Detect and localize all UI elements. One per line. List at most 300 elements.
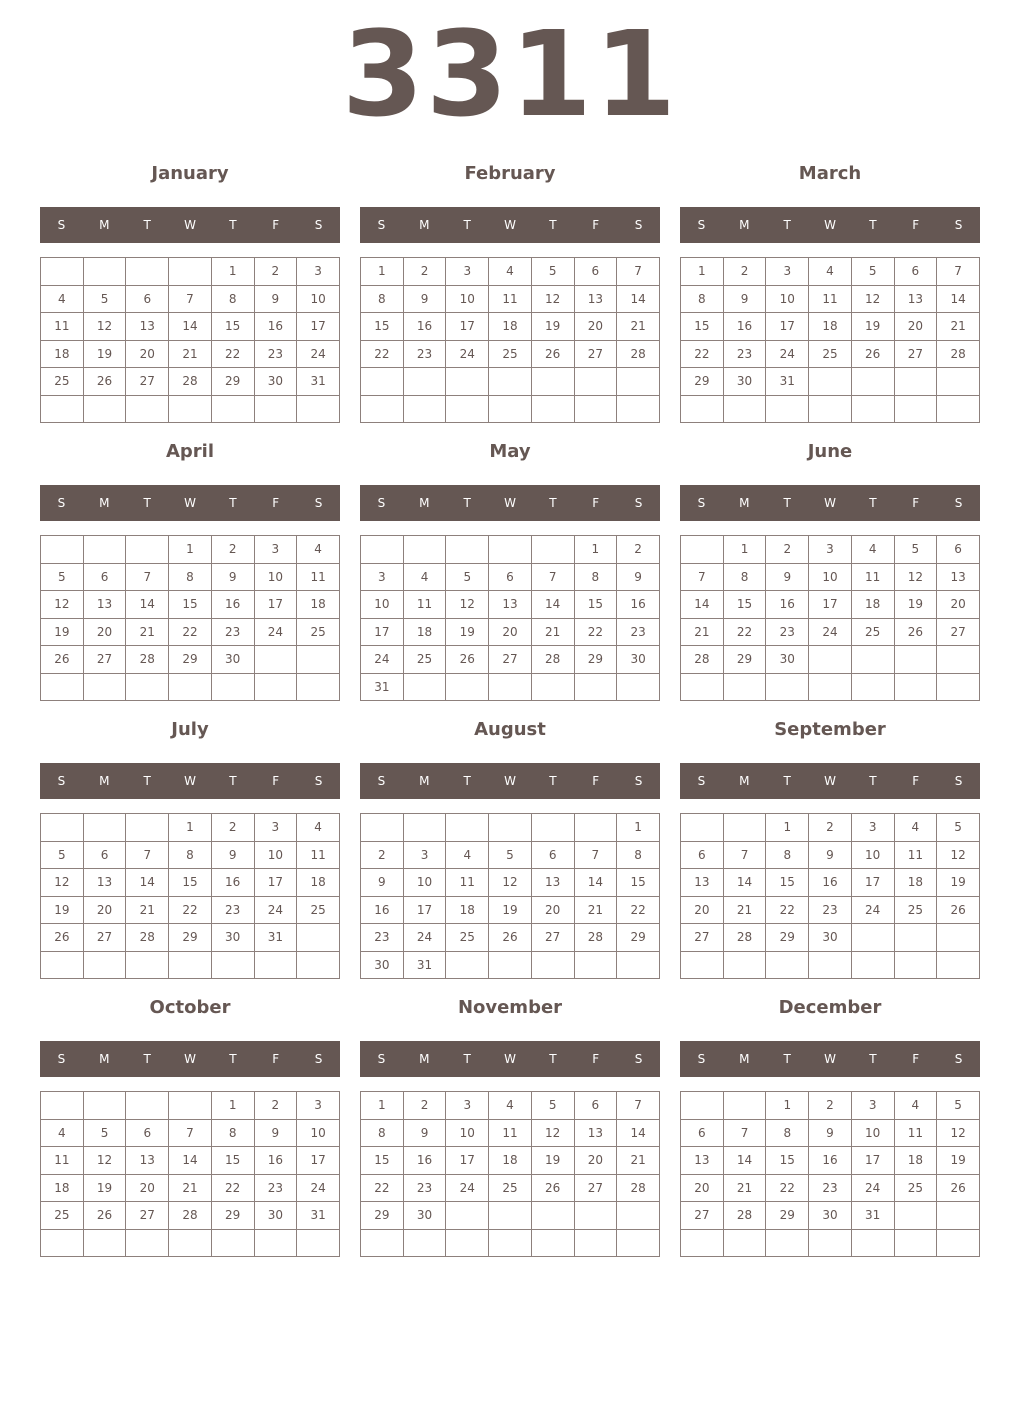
day-cell: 24	[254, 618, 297, 646]
day-cell: 1	[766, 1092, 809, 1120]
day-cell: 14	[574, 869, 617, 897]
weekday-header	[680, 485, 980, 521]
day-cell	[937, 646, 980, 674]
day-cell	[489, 536, 532, 564]
day-cell: 26	[489, 924, 532, 952]
day-cell	[894, 673, 937, 701]
day-cell: 22	[723, 618, 766, 646]
day-cell: 23	[361, 924, 404, 952]
day-cell	[531, 673, 574, 701]
day-cell: 30	[809, 924, 852, 952]
day-cell	[723, 1092, 766, 1120]
day-cell: 12	[41, 591, 84, 619]
weekday-label: M	[419, 218, 430, 232]
day-cell	[254, 951, 297, 979]
day-cell: 15	[169, 869, 212, 897]
day-cell: 10	[297, 1119, 340, 1147]
week-row	[41, 563, 340, 591]
day-cell: 14	[169, 313, 212, 341]
day-cell	[766, 673, 809, 701]
week-row	[41, 841, 340, 869]
day-cell: 19	[531, 1147, 574, 1175]
day-cell: 4	[894, 814, 937, 842]
day-cell: 7	[574, 841, 617, 869]
week-row	[361, 368, 660, 396]
weekday-label: S	[314, 1052, 323, 1066]
day-cell: 9	[809, 841, 852, 869]
weekday-label: S	[697, 1052, 706, 1066]
weekday-label: W	[824, 218, 836, 232]
day-cell: 13	[83, 591, 126, 619]
day-cell	[531, 951, 574, 979]
weekday-label: S	[634, 774, 643, 788]
day-cell	[574, 368, 617, 396]
day-cell: 6	[83, 841, 126, 869]
day-cell: 4	[809, 258, 852, 286]
day-cell: 27	[83, 924, 126, 952]
day-cell	[809, 951, 852, 979]
day-cell: 16	[809, 869, 852, 897]
week-row	[41, 340, 340, 368]
day-cell: 13	[574, 285, 617, 313]
day-cell	[211, 951, 254, 979]
day-cell: 5	[83, 1119, 126, 1147]
day-cell	[531, 814, 574, 842]
day-cell: 15	[574, 591, 617, 619]
day-cell: 28	[169, 368, 212, 396]
day-cell: 26	[531, 340, 574, 368]
day-cell	[361, 395, 404, 423]
day-cell: 15	[361, 1147, 404, 1175]
day-cell: 1	[169, 536, 212, 564]
day-cell: 16	[403, 313, 446, 341]
day-cell	[766, 951, 809, 979]
weekday-header	[680, 763, 980, 799]
day-cell: 22	[211, 340, 254, 368]
day-cell: 7	[617, 258, 660, 286]
day-cell	[723, 814, 766, 842]
week-row	[41, 618, 340, 646]
day-cell	[851, 368, 894, 396]
day-cell: 2	[361, 841, 404, 869]
weekday-label: S	[314, 218, 323, 232]
day-cell	[41, 1092, 84, 1120]
day-cell: 25	[403, 646, 446, 674]
weekday-label: F	[912, 1052, 920, 1066]
week-row	[681, 1119, 980, 1147]
day-cell: 27	[574, 340, 617, 368]
day-grid	[360, 535, 660, 701]
month-title: June	[807, 441, 853, 462]
day-cell: 30	[211, 646, 254, 674]
day-cell: 10	[254, 563, 297, 591]
day-cell	[446, 368, 489, 396]
day-cell: 21	[169, 1174, 212, 1202]
day-cell: 12	[894, 563, 937, 591]
day-cell: 18	[489, 313, 532, 341]
day-cell: 29	[169, 646, 212, 674]
weekday-label: W	[504, 1052, 516, 1066]
day-grid	[360, 257, 660, 423]
week-row	[361, 951, 660, 979]
day-cell	[83, 673, 126, 701]
day-cell	[169, 258, 212, 286]
day-cell	[489, 951, 532, 979]
day-cell	[617, 1229, 660, 1257]
day-cell: 12	[531, 285, 574, 313]
week-row	[361, 1174, 660, 1202]
day-cell: 5	[894, 536, 937, 564]
day-cell: 31	[297, 368, 340, 396]
weekday-label: T	[463, 1052, 471, 1066]
day-cell: 20	[574, 1147, 617, 1175]
day-cell: 27	[126, 368, 169, 396]
weekday-label: F	[592, 1052, 600, 1066]
day-cell: 7	[723, 841, 766, 869]
day-cell	[531, 395, 574, 423]
week-row	[681, 563, 980, 591]
weekday-label: T	[143, 1052, 151, 1066]
day-cell: 5	[83, 285, 126, 313]
month-title: July	[171, 719, 209, 740]
day-cell: 6	[126, 1119, 169, 1147]
day-cell	[83, 258, 126, 286]
day-cell: 12	[851, 285, 894, 313]
day-cell: 20	[681, 1174, 724, 1202]
day-cell: 10	[254, 841, 297, 869]
day-cell: 4	[446, 841, 489, 869]
week-row	[41, 646, 340, 674]
weekday-header	[40, 207, 340, 243]
day-cell	[937, 1202, 980, 1230]
day-cell: 31	[254, 924, 297, 952]
day-cell: 24	[403, 924, 446, 952]
week-row	[361, 869, 660, 897]
day-cell: 14	[681, 591, 724, 619]
day-cell: 22	[766, 896, 809, 924]
day-cell: 17	[809, 591, 852, 619]
day-cell: 1	[766, 814, 809, 842]
week-row	[41, 536, 340, 564]
weekday-label: M	[739, 1052, 750, 1066]
weekday-label: M	[419, 774, 430, 788]
weekday-label: M	[99, 774, 110, 788]
weekday-label: S	[954, 1052, 963, 1066]
weekday-label: M	[739, 496, 750, 510]
weekday-label: M	[419, 1052, 430, 1066]
day-cell	[489, 814, 532, 842]
day-cell: 12	[83, 313, 126, 341]
day-cell: 9	[211, 563, 254, 591]
day-cell: 26	[894, 618, 937, 646]
weekday-label: T	[869, 774, 877, 788]
day-cell: 8	[766, 841, 809, 869]
day-cell: 30	[723, 368, 766, 396]
day-cell: 7	[531, 563, 574, 591]
day-cell: 31	[766, 368, 809, 396]
day-cell: 23	[723, 340, 766, 368]
week-row	[361, 1119, 660, 1147]
day-cell: 18	[403, 618, 446, 646]
day-cell: 11	[297, 841, 340, 869]
week-row	[681, 1229, 980, 1257]
week-row	[361, 673, 660, 701]
day-cell: 19	[489, 896, 532, 924]
weekday-label: S	[634, 218, 643, 232]
weekday-label: T	[229, 496, 237, 510]
day-cell: 19	[531, 313, 574, 341]
day-cell	[361, 536, 404, 564]
week-row	[681, 814, 980, 842]
weekday-label: W	[824, 1052, 836, 1066]
week-row	[361, 563, 660, 591]
day-grid	[40, 1091, 340, 1257]
day-cell: 5	[446, 563, 489, 591]
day-cell: 21	[617, 1147, 660, 1175]
weekday-header	[40, 485, 340, 521]
day-cell: 17	[446, 313, 489, 341]
day-cell: 10	[446, 1119, 489, 1147]
day-cell: 24	[297, 340, 340, 368]
day-cell: 25	[894, 1174, 937, 1202]
week-row	[681, 395, 980, 423]
weekday-label: W	[824, 774, 836, 788]
day-cell: 17	[361, 618, 404, 646]
day-cell: 2	[403, 1092, 446, 1120]
day-cell: 7	[723, 1119, 766, 1147]
day-cell: 9	[723, 285, 766, 313]
day-cell: 20	[126, 1174, 169, 1202]
day-cell: 27	[489, 646, 532, 674]
day-cell: 26	[851, 340, 894, 368]
day-cell: 16	[361, 896, 404, 924]
day-cell	[574, 1202, 617, 1230]
month-title: April	[165, 441, 215, 462]
day-grid	[40, 257, 340, 423]
weekday-label: F	[272, 774, 280, 788]
day-cell: 30	[766, 646, 809, 674]
day-cell: 24	[851, 1174, 894, 1202]
day-cell: 6	[681, 1119, 724, 1147]
day-cell: 31	[297, 1202, 340, 1230]
day-cell: 1	[211, 258, 254, 286]
day-cell: 6	[574, 1092, 617, 1120]
week-row	[361, 896, 660, 924]
day-cell: 28	[126, 924, 169, 952]
day-cell: 20	[126, 340, 169, 368]
day-cell: 23	[766, 618, 809, 646]
weekday-header	[40, 763, 340, 799]
weekday-label: S	[314, 774, 323, 788]
day-cell: 14	[617, 1119, 660, 1147]
day-cell: 16	[211, 591, 254, 619]
weekday-label: S	[57, 774, 66, 788]
day-cell: 25	[41, 368, 84, 396]
day-cell: 21	[723, 896, 766, 924]
day-cell: 28	[531, 646, 574, 674]
weekday-label: F	[272, 496, 280, 510]
day-cell: 13	[126, 1147, 169, 1175]
day-cell	[894, 924, 937, 952]
day-cell	[681, 536, 724, 564]
day-cell: 15	[211, 313, 254, 341]
day-cell: 18	[851, 591, 894, 619]
week-row	[681, 1147, 980, 1175]
day-cell	[446, 536, 489, 564]
week-row	[361, 618, 660, 646]
day-cell	[851, 951, 894, 979]
day-cell: 6	[937, 536, 980, 564]
week-row	[41, 814, 340, 842]
day-cell: 6	[126, 285, 169, 313]
day-cell: 3	[361, 563, 404, 591]
day-cell	[574, 951, 617, 979]
day-cell	[851, 673, 894, 701]
week-row	[361, 924, 660, 952]
day-cell: 15	[766, 869, 809, 897]
week-row	[681, 1174, 980, 1202]
day-cell: 8	[766, 1119, 809, 1147]
day-cell: 2	[617, 536, 660, 564]
day-cell: 13	[894, 285, 937, 313]
day-cell	[126, 395, 169, 423]
day-cell: 26	[531, 1174, 574, 1202]
weekday-header	[680, 1041, 980, 1077]
day-cell: 7	[169, 1119, 212, 1147]
day-cell	[937, 924, 980, 952]
day-cell	[169, 1229, 212, 1257]
day-cell: 19	[937, 869, 980, 897]
week-row	[41, 673, 340, 701]
day-cell	[41, 536, 84, 564]
weekday-label: M	[99, 496, 110, 510]
day-grid	[680, 813, 980, 979]
weekday-header	[360, 485, 660, 521]
weekday-label: T	[783, 1052, 791, 1066]
week-row	[41, 285, 340, 313]
day-cell	[681, 1229, 724, 1257]
day-cell	[41, 1229, 84, 1257]
day-cell	[531, 536, 574, 564]
day-cell: 4	[489, 1092, 532, 1120]
day-cell: 3	[851, 1092, 894, 1120]
day-cell: 11	[489, 1119, 532, 1147]
day-cell: 21	[937, 313, 980, 341]
day-cell: 1	[574, 536, 617, 564]
day-cell	[254, 1229, 297, 1257]
day-grid	[360, 1091, 660, 1257]
day-cell: 11	[894, 841, 937, 869]
weekday-header	[360, 763, 660, 799]
day-cell	[851, 395, 894, 423]
week-row	[41, 1229, 340, 1257]
day-cell: 12	[446, 591, 489, 619]
day-cell: 5	[489, 841, 532, 869]
day-cell: 26	[41, 924, 84, 952]
day-cell: 23	[617, 618, 660, 646]
weekday-label: S	[377, 1052, 386, 1066]
day-grid	[360, 813, 660, 979]
day-cell: 8	[361, 1119, 404, 1147]
day-cell: 21	[126, 618, 169, 646]
weekday-label: F	[912, 218, 920, 232]
month-title: May	[489, 441, 531, 462]
week-row	[41, 368, 340, 396]
day-cell: 4	[297, 536, 340, 564]
weekday-label: T	[143, 218, 151, 232]
day-cell	[489, 673, 532, 701]
day-cell: 9	[617, 563, 660, 591]
week-row	[361, 285, 660, 313]
day-cell: 19	[446, 618, 489, 646]
day-cell: 6	[531, 841, 574, 869]
day-cell: 23	[254, 1174, 297, 1202]
day-cell: 6	[489, 563, 532, 591]
day-cell: 26	[83, 368, 126, 396]
day-cell: 10	[851, 841, 894, 869]
weekday-label: T	[463, 774, 471, 788]
day-cell	[766, 395, 809, 423]
weekday-label: S	[57, 1052, 66, 1066]
day-cell: 13	[937, 563, 980, 591]
day-cell: 14	[937, 285, 980, 313]
day-cell	[254, 395, 297, 423]
day-cell: 5	[41, 841, 84, 869]
week-row	[41, 258, 340, 286]
weekday-label: W	[184, 496, 196, 510]
day-cell: 8	[617, 841, 660, 869]
day-cell: 3	[446, 258, 489, 286]
day-cell: 29	[766, 924, 809, 952]
day-cell: 4	[297, 814, 340, 842]
day-cell: 18	[297, 869, 340, 897]
day-cell: 10	[297, 285, 340, 313]
day-cell: 2	[254, 1092, 297, 1120]
weekday-label: T	[229, 774, 237, 788]
day-cell: 3	[446, 1092, 489, 1120]
week-row	[41, 951, 340, 979]
day-cell: 28	[169, 1202, 212, 1230]
day-cell	[681, 951, 724, 979]
weekday-label: S	[377, 496, 386, 510]
day-cell	[894, 1229, 937, 1257]
day-cell: 28	[617, 1174, 660, 1202]
day-cell: 20	[489, 618, 532, 646]
day-cell: 8	[361, 285, 404, 313]
weekday-label: T	[549, 218, 557, 232]
day-cell: 16	[617, 591, 660, 619]
day-cell: 25	[297, 896, 340, 924]
day-cell	[254, 646, 297, 674]
weekday-label: T	[783, 496, 791, 510]
day-cell: 9	[403, 285, 446, 313]
day-cell: 4	[894, 1092, 937, 1120]
day-cell	[766, 1229, 809, 1257]
day-cell: 18	[809, 313, 852, 341]
day-cell	[851, 1229, 894, 1257]
day-cell: 24	[809, 618, 852, 646]
day-cell: 5	[851, 258, 894, 286]
day-cell: 29	[211, 368, 254, 396]
day-cell: 2	[254, 258, 297, 286]
day-cell: 9	[809, 1119, 852, 1147]
day-cell	[41, 814, 84, 842]
day-cell: 17	[446, 1147, 489, 1175]
weekday-label: W	[184, 774, 196, 788]
day-cell: 25	[446, 924, 489, 952]
day-cell: 2	[809, 1092, 852, 1120]
day-cell: 23	[403, 340, 446, 368]
